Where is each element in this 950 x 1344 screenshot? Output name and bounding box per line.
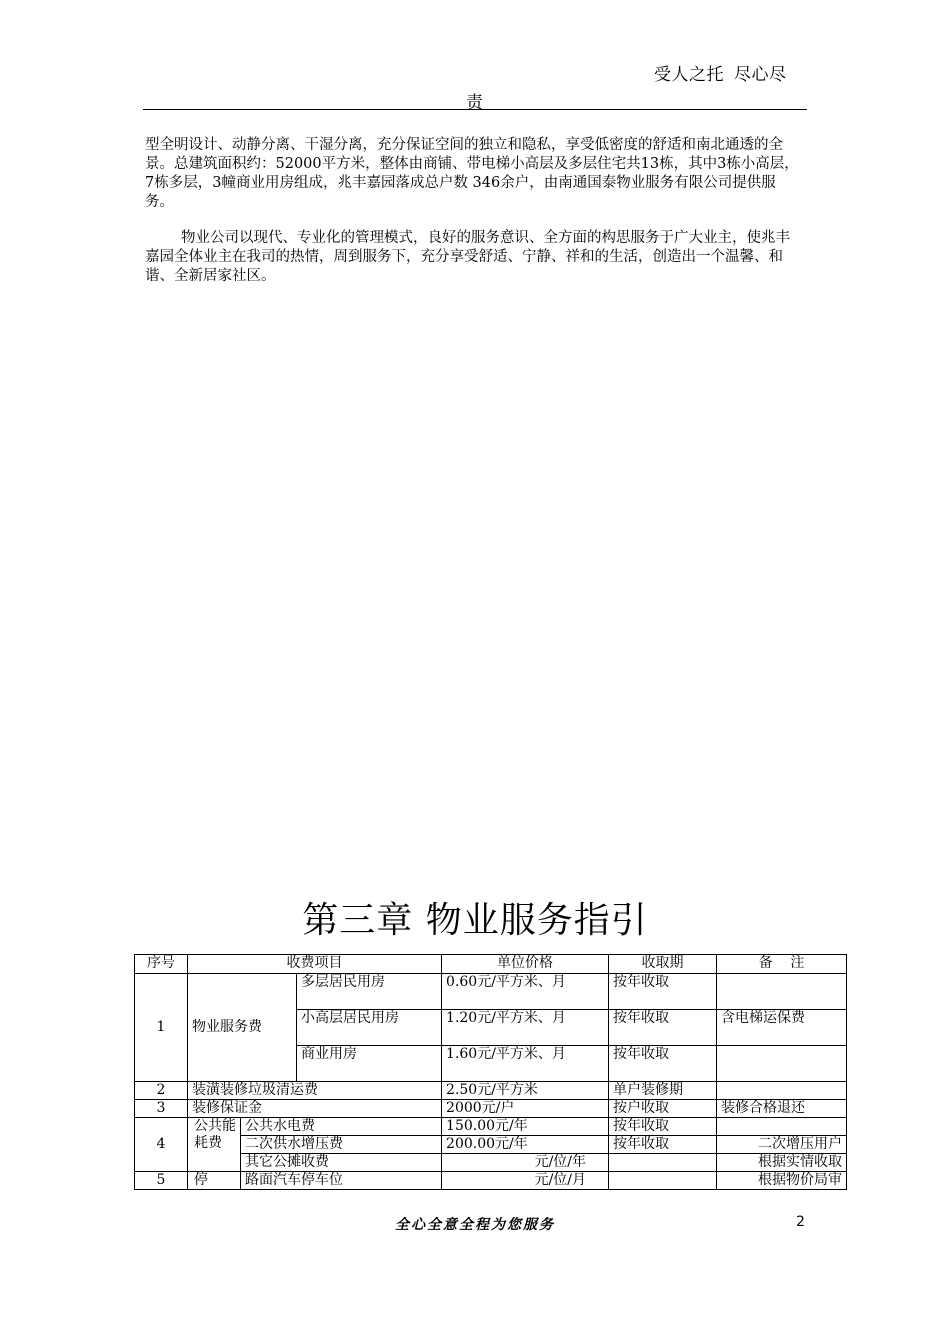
row4-sub2-note: 二次增压用户 <box>717 1136 847 1154</box>
chapter-title: 第三章 物业服务指引 <box>302 900 648 941</box>
row4-seq: 4 <box>135 1118 188 1172</box>
row1-sub2-note: 含电梯运保费 <box>717 1010 847 1046</box>
row5-period <box>609 1172 717 1190</box>
row4-category: 公共能耗费 <box>188 1118 241 1172</box>
header-price: 单位价格 <box>442 955 609 974</box>
row4-sub1-name: 公共水电费 <box>241 1118 442 1136</box>
table-row <box>135 1118 847 1136</box>
fee-table <box>134 954 847 1190</box>
row1-sub3-price: 1.60元/平方米、月 <box>442 1046 609 1082</box>
row4-sub3-note: 根据实情收取 <box>717 1154 847 1172</box>
row4-sub3-name: 其它公摊收费 <box>241 1154 442 1172</box>
row5-note: 根据物价局审 <box>717 1172 847 1190</box>
row4-sub2-period: 按年收取 <box>609 1136 717 1154</box>
row2-note <box>717 1082 847 1100</box>
row4-sub1-period: 按年收取 <box>609 1118 717 1136</box>
row5-item: 路面汽车停车位 <box>241 1172 442 1190</box>
row4-sub2-name: 二次供水增压费 <box>241 1136 442 1154</box>
row1-sub2-name: 小高层居民用房 <box>297 1010 442 1046</box>
row1-sub1-name: 多层居民用房 <box>297 974 442 1010</box>
row2-period: 单户装修期 <box>609 1082 717 1100</box>
body-paragraph-2: 物业公司以现代、专业化的管理模式，良好的服务意识、全方面的构思服务于广大业主，使兆丰嘉园全体业主在我司的热情，周到服务下，充分享受舒适、宁静、祥和的生活，创造出一个温馨、和谐、全新居家社区。 <box>145 230 790 284</box>
header-seq: 序号 <box>135 955 188 974</box>
row4-sub1-note <box>717 1118 847 1136</box>
row3-price: 2000元/户 <box>442 1100 609 1118</box>
body-paragraph-1: 型全明设计、动静分离、干湿分离，充分保证空间的独立和隐私，享受低密度的舒适和南北通透的全景。总建筑面积约：52000平方米，整体由商铺、带电梯小高层及多层住宅共13栋，其中3栋小高层，7栋多层，3幢商业用房组成，兆丰嘉园落成总户数 346余户，由南通国泰物业服务有限公司提供服务。 <box>145 137 799 210</box>
header-period: 收取期 <box>609 955 717 974</box>
table-header-row <box>135 955 847 974</box>
row5-category: 停 <box>188 1172 241 1190</box>
row2-item: 装潢装修垃圾清运费 <box>188 1082 442 1100</box>
header-motto <box>654 60 787 85</box>
row1-sub2-price: 1.20元/平方米、月 <box>442 1010 609 1046</box>
row4-sub2-price: 200.00元/年 <box>442 1136 609 1154</box>
footer-slogan: 全心全意全程为您服务 <box>395 1217 555 1233</box>
row1-sub1-price: 0.60元/平方米、月 <box>442 974 609 1010</box>
table-row <box>135 1172 847 1190</box>
row3-seq: 3 <box>135 1100 188 1118</box>
table-row <box>135 1154 847 1172</box>
row1-sub2-period: 按年收取 <box>609 1010 717 1046</box>
table-row <box>135 1100 847 1118</box>
row2-price: 2.50元/平方米 <box>442 1082 609 1100</box>
row3-period: 按户收取 <box>609 1100 717 1118</box>
row5-seq: 5 <box>135 1172 188 1190</box>
page-number: 2 <box>796 1214 805 1230</box>
row1-sub3-period: 按年收取 <box>609 1046 717 1082</box>
row3-note: 装修合格退还 <box>717 1100 847 1118</box>
row5-price: 元/位/月 <box>442 1172 609 1190</box>
header-item: 收费项目 <box>188 955 442 974</box>
table-row <box>135 974 847 1010</box>
row4-sub3-price: 元/位/年 <box>442 1154 609 1172</box>
table-row <box>135 1082 847 1100</box>
row4-sub3-period <box>609 1154 717 1172</box>
header-note: 备 注 <box>717 955 847 974</box>
table-row <box>135 1136 847 1154</box>
row4-sub1-price: 150.00元/年 <box>442 1118 609 1136</box>
row1-sub3-name: 商业用房 <box>297 1046 442 1082</box>
header-divider <box>143 109 807 110</box>
row1-sub1-note <box>717 974 847 1010</box>
header-motto-wrap: 责 <box>466 93 483 113</box>
header-motto-part2: 尽心尽 <box>734 65 787 85</box>
row1-sub1-period: 按年收取 <box>609 974 717 1010</box>
row1-sub3-note <box>717 1046 847 1082</box>
row3-item: 装修保证金 <box>188 1100 442 1118</box>
header-motto-part1: 受人之托 <box>654 65 724 85</box>
row1-seq: 1 <box>135 974 188 1082</box>
row1-category: 物业服务费 <box>188 974 297 1082</box>
row2-seq: 2 <box>135 1082 188 1100</box>
